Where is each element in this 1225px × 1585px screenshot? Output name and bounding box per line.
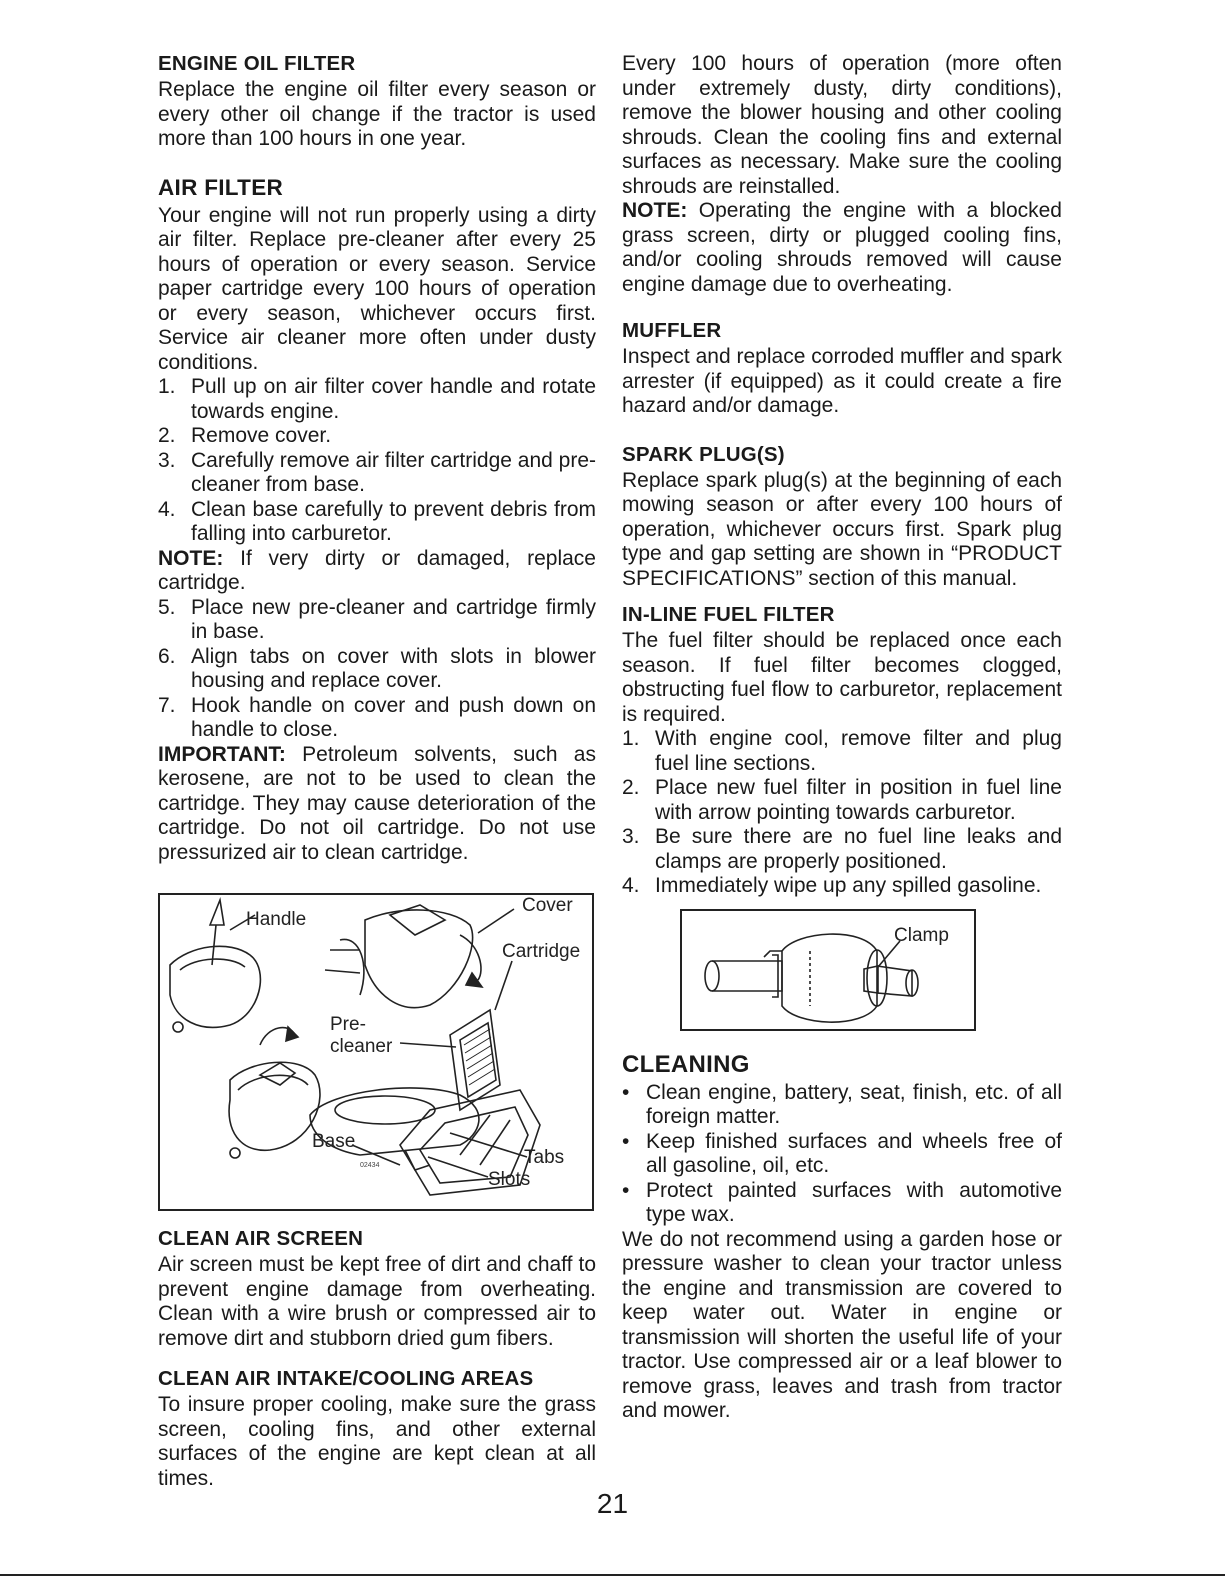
muffler-body: Inspect and replace corroded muffler and spark arrester (if equipped) as it could create a fire hazard and/or damage. bbox=[622, 345, 1062, 417]
engine-oil-filter-body: Replace the engine oil filter every season or every other oil change if the tractor is used more than 100 hours in one year. bbox=[158, 78, 596, 150]
figure-label-cartridge: Cartridge bbox=[502, 941, 581, 962]
list-item: 1. Pull up on air filter cover handle and rotate towards engine. bbox=[158, 375, 596, 423]
list-item: 2. Place new fuel filter in position in fuel line with arrow pointing towards carburetor. bbox=[622, 776, 1062, 824]
clean-air-intake-heading: CLEAN AIR INTAKE/COOLING AREAS bbox=[158, 1367, 534, 1390]
figure-label-base: Base bbox=[312, 1131, 356, 1152]
fuel-filter-figure bbox=[680, 909, 976, 1031]
list-item: 3. Be sure there are no fuel line leaks and clamps are properly positioned. bbox=[622, 825, 1062, 873]
list-item: • Protect painted surfaces with automotive type wax. bbox=[622, 1178, 1062, 1226]
cleaning-bullets bbox=[622, 1081, 1062, 1228]
page-number: 21 bbox=[596, 1488, 629, 1519]
list-item: 6. Align tabs on cover with slots in blower housing and replace cover. bbox=[158, 644, 596, 692]
muffler-heading: MUFFLER bbox=[622, 319, 722, 342]
cooling-note: NOTE: Operating the engine with a blocked grass screen, dirty or plugged cooling fins, and/or cooling shrouds removed will cause engine damage due to overheating. bbox=[622, 199, 1062, 296]
bottom-rule bbox=[0, 1574, 1225, 1576]
air-filter-heading: AIR FILTER bbox=[158, 174, 284, 200]
spark-plugs-body: Replace spark plug(s) at the beginning of each mowing season or after every 100 hours of operation, whichever occurs first. Spark plug type and gap setting are shown in “PRODUCT SPECIFICATIONS” section of this manual. bbox=[622, 468, 1062, 590]
fuel-filter-body: The fuel filter should be replaced once each season. If fuel filter becomes clogged, obstructing fuel flow to carburetor, replacement is required. bbox=[622, 629, 1062, 726]
clean-air-screen-body: Air screen must be kept free of dirt and chaff to prevent engine damage from overheating. Clean with a wire brush or compressed air to remove dirt and stubborn dried gum fibers. bbox=[158, 1253, 596, 1350]
figure-label-tabs: Tabs bbox=[524, 1147, 565, 1168]
right-column bbox=[622, 52, 1062, 1424]
list-item: 4. Immediately wipe up any spilled gasoline. bbox=[622, 874, 1042, 897]
figure-label-clamp: Clamp bbox=[894, 924, 949, 946]
cleaning-heading: CLEANING bbox=[622, 1050, 750, 1078]
air-filter-body: Your engine will not run properly using a dirty air filter. Replace pre-cleaner after every 25 hours of operation or every season. Service paper cartridge every 100 hours of operation or every season, whichever occurs first. Service air cleaner more often under dusty conditions. bbox=[158, 203, 596, 374]
cooling-body: Every 100 hours of operation (more often under extremely dusty, dirty conditions), remove the blower housing and other cooling shrouds. Clean the cooling fins and external surfaces as necessary. Make sure the cooling shrouds are reinstalled. bbox=[622, 52, 1062, 198]
air-filter-illustration bbox=[160, 895, 592, 1209]
list-item: • Keep finished surfaces and wheels free of all gasoline, oil, etc. bbox=[622, 1129, 1062, 1177]
figure-label-pre: Pre- bbox=[330, 1014, 366, 1035]
list-item: 2. Remove cover. bbox=[158, 424, 332, 447]
air-filter-steps-a bbox=[158, 375, 596, 547]
list-item: 7. Hook handle on cover and push down on handle to close. bbox=[158, 693, 596, 741]
list-item: 3. Carefully remove air filter cartridge and pre-cleaner from base. bbox=[158, 448, 596, 496]
clean-air-screen-heading: CLEAN AIR SCREEN bbox=[158, 1227, 364, 1250]
spark-plugs-heading: SPARK PLUG(S) bbox=[622, 442, 785, 466]
left-column bbox=[158, 52, 596, 1491]
clean-air-intake-body: To insure proper cooling, make sure the grass screen, cooling fins, and other external surfaces of the engine are kept clean at all times. bbox=[158, 1393, 596, 1490]
engine-oil-filter-heading: ENGINE OIL FILTER bbox=[158, 52, 356, 75]
fuel-filter-illustration bbox=[682, 911, 974, 1029]
list-item: • Clean engine, battery, seat, finish, etc. of all foreign matter. bbox=[622, 1080, 1062, 1128]
cleaning-body: We do not recommend using a garden hose or pressure washer to clean your tractor unless the engine and transmission are covered to keep water out. Water in engine or transmission will shorten the useful life of your tractor. Use compressed air or a leaf blower to remove grass, leaves and trash from tractor and mower. bbox=[622, 1227, 1062, 1422]
list-item: 5. Place new pre-cleaner and cartridge firmly in base. bbox=[158, 595, 596, 643]
figure-code: 02434 bbox=[360, 1162, 380, 1169]
figure-label-slots: Slots bbox=[488, 1169, 531, 1190]
air-filter-important: IMPORTANT: Petroleum solvents, such as kerosene, are not to be used to clean the cartridge. They may cause deterioration of the cartridge. Do not oil cartridge. Do not use pressurized air to clean cartridge. bbox=[158, 742, 596, 864]
air-filter-note: NOTE: If very dirty or damaged, replace cartridge. bbox=[158, 546, 596, 594]
figure-label-cleaner: cleaner bbox=[330, 1036, 393, 1057]
fuel-filter-heading: IN-LINE FUEL FILTER bbox=[622, 603, 835, 626]
list-item: 4. Clean base carefully to prevent debris from falling into carburetor. bbox=[158, 497, 596, 545]
fuel-filter-steps bbox=[622, 727, 1062, 899]
figure-label-handle: Handle bbox=[246, 909, 307, 930]
list-item: 1. With engine cool, remove filter and plug fuel line sections. bbox=[622, 727, 1062, 775]
air-filter-figure bbox=[158, 893, 594, 1211]
figure-label-cover: Cover bbox=[522, 895, 573, 916]
air-filter-steps-b bbox=[158, 596, 596, 743]
